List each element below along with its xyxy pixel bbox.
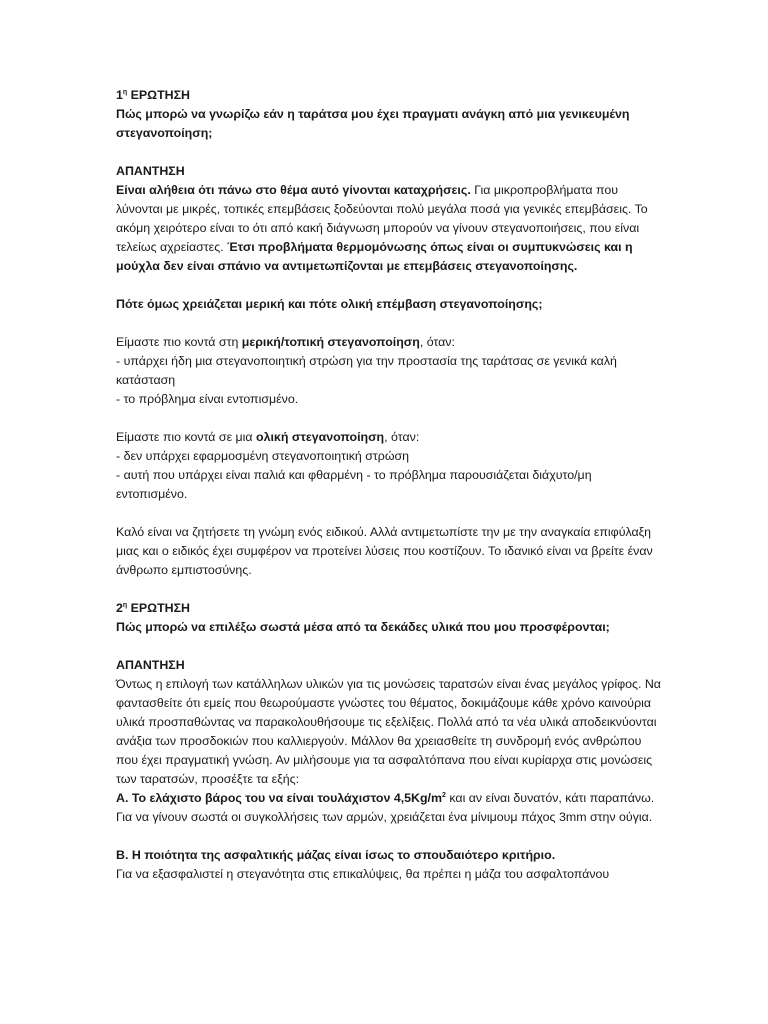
point-a: Α. Το ελάχιστο βάρος του να είναι τουλάχιστον $4,5Kg/m^2$ και αν είναι δυνατόν, κάτι παραπάνω.: [116, 791, 655, 805]
question-1-label: $1^\eta$ ΕΡΩΤΗΣΗ: [116, 88, 190, 102]
list-item: - δεν υπάρχει εφαρμοσμένη στεγανοποιητική στρώση: [116, 449, 410, 463]
answer-1-heading: ΑΠΑΝΤΗΣΗ: [116, 164, 185, 178]
question-2-text: Πώς μπορώ να επιλέξω σωστά μέσα από τα δεκάδες υλικά που μου προσφέρονται;: [116, 620, 610, 634]
answer-2-intro: Όντως η επιλογή των κατάλληλων υλικών για τις μονώσεις ταρατσών είναι ένας μεγάλος γρίφος. Να φαντασθείτε ότι εμείς που θεωρούμαστε γνώστες του θέματος, δοκιμάζουμε κάθε χρόνο καινούρια υλικά προσπαθώντας να παρακολουθήσουμε τις εξελίξεις. Πολλά από τα νέα υλικά αποδεικνύονται ανάξια των προσδοκιών που καλλιεργούν. Μάλλον θα χρειασθείτε τη συνδρομή ενός ανθρώπου που έχει πραγματική γνώση. Αν μιλήσουμε για τα ασφαλτόπανα που είναι κυρίαρχα στις μονώσεις των ταρατσών, προσέξτε τα εξής:: [116, 677, 661, 786]
list-item: - το πρόβλημα είναι εντοπισμένο.: [116, 392, 299, 406]
list-item: - υπάρχει ήδη μια στεγανοποιητική στρώση για την προστασία της ταράτσας σε γενικά καλή κατάσταση: [116, 354, 617, 387]
answer-2-heading: ΑΠΑΝΤΗΣΗ: [116, 658, 185, 672]
list-item: - αυτή που υπάρχει είναι παλιά και φθαρμένη - το πρόβλημα παρουσιάζεται διάχυτο/μη εντοπισμένο.: [116, 468, 592, 501]
sub-question: Πότε όμως χρειάζεται μερική και πότε ολική επέμβαση στεγανοποίησης;: [116, 297, 543, 311]
partial-waterproofing-intro: Είμαστε πιο κοντά στη μερική/τοπική στεγανοποίηση, όταν:: [116, 335, 455, 349]
document-page: [116, 86, 662, 884]
question-2-label: $2^\eta$ ΕΡΩΤΗΣΗ: [116, 601, 190, 615]
point-a-detail: Για να γίνουν σωστά οι συγκολλήσεις των αρμών, χρειάζεται ένα μίνιμουμ πάχος 3mm στην ούγια.: [116, 810, 653, 824]
answer-1-paragraph: Είναι αλήθεια ότι πάνω στο θέμα αυτό γίνονται καταχρήσεις. Για μικροπροβλήματα που λύνονται με μικρές, τοπικές επεμβάσεις ξοδεύονται πολύ μεγάλα ποσά για γενικές επεμβάσεις. Το ακόμη χειρότερο είναι το ότι από κακή διάγνωση μπορούν να γίνουν στεγανοποιήσεις, που είναι τελείως αχρείαστες. Έτσι προβλήματα θερμομόνωσης όπως είναι οι συμπυκνώσεις και η μούχλα δεν είναι σπάνιο να αντιμετωπίζονται με επεμβάσεις στεγανοποίησης.: [116, 183, 648, 273]
total-waterproofing-intro: Είμαστε πιο κοντά σε μια ολική στεγανοποίηση, όταν:: [116, 430, 420, 444]
point-b: Β. Η ποιότητα της ασφαλτικής μάζας είναι ίσως το σπουδαιότερο κριτήριο.: [116, 848, 556, 862]
question-1-text: Πώς μπορώ να γνωρίζω εάν η ταράτσα μου έχει πραγματι ανάγκη από μια γενικευμένη στεγανοποίηση;: [116, 107, 630, 140]
point-b-text: Για να εξασφαλιστεί η στεγανότητα στις επικαλύψεις, θα πρέπει η μάζα του ασφαλτοπάνου: [116, 867, 610, 881]
advice-paragraph: Καλό είναι να ζητήσετε τη γνώμη ενός ειδικού. Αλλά αντιμετωπίστε την με την αναγκαία επιφύλαξη μιας και ο ειδικός έχει συμφέρον να προτείνει λύσεις που κοστίζουν. Το ιδανικό είναι να βρείτε έναν άνθρωπο εμπιστοσύνης.: [116, 525, 653, 577]
